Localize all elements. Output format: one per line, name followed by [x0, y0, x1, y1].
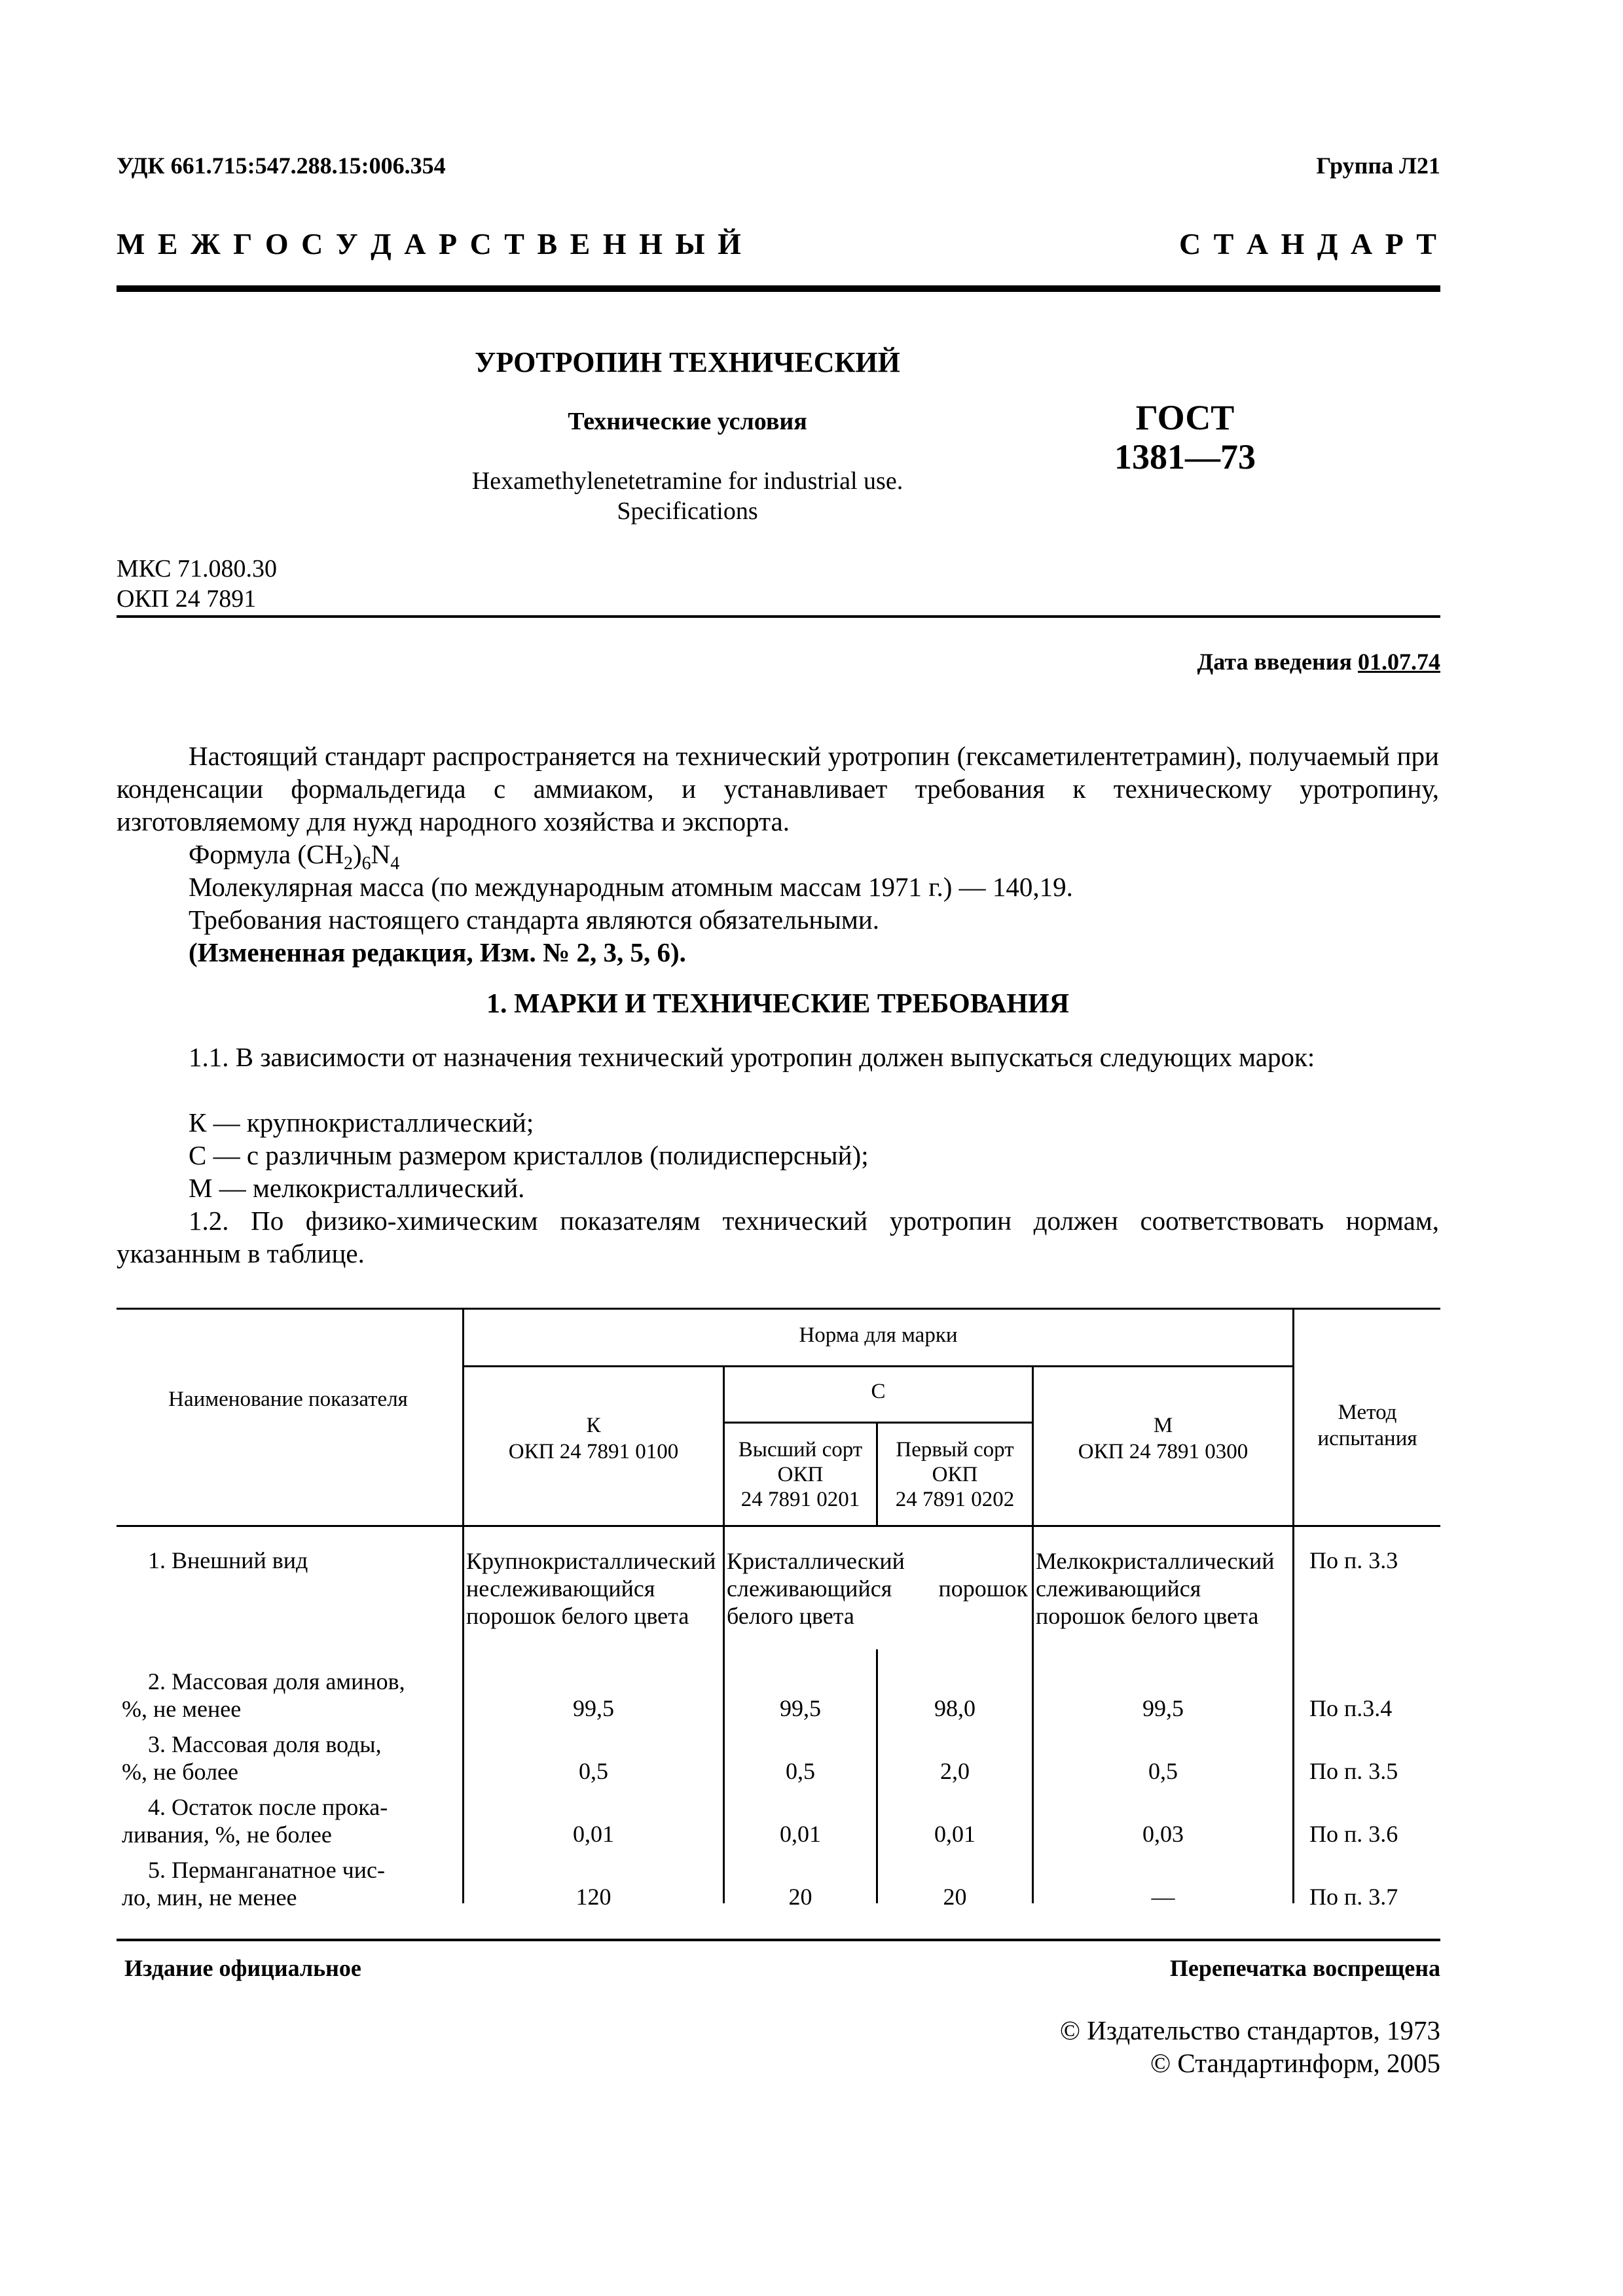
table-header-bottom	[117, 1525, 1440, 1527]
header-norm: Норма для марки	[799, 1323, 958, 1347]
formula-sub-2: 6	[361, 853, 371, 874]
row-1-k: Крупнокристаллический неслеживающийся порошок белого цвета	[466, 1548, 716, 1629]
row-1-name: 1. Внешний вид	[148, 1547, 308, 1573]
header-grade-c1	[725, 1437, 876, 1512]
row-5-c2: 20	[943, 1884, 967, 1910]
row-4-k: 0,01	[573, 1821, 614, 1847]
table-top-border	[117, 1308, 1440, 1310]
english-line-1: Hexamethylenetetramine for industrial use.	[471, 467, 903, 495]
row-2-k: 99,5	[573, 1695, 614, 1721]
c2-okp: ОКП	[932, 1463, 978, 1486]
formula-sub-3: 4	[390, 853, 400, 874]
row-1-m: Мелкокристаллический слеживающийся порошок белого цвета	[1036, 1548, 1275, 1629]
introduction-date	[1197, 648, 1441, 675]
row-4-method: По п. 3.6	[1309, 1821, 1398, 1847]
row-5-k: 120	[575, 1884, 611, 1910]
reprint-notice: Перепечатка воспрещена	[1169, 1955, 1440, 1981]
document-title: УРОТРОПИН ТЕХНИЧЕСКИЙ	[475, 346, 900, 378]
header-grade-k	[464, 1412, 723, 1465]
row-5-name-line2: ло, мин, не менее	[122, 1884, 297, 1910]
row-2-c2: 98,0	[934, 1695, 976, 1721]
row-3-name	[122, 1731, 457, 1785]
gost-designation	[1034, 398, 1336, 476]
col-divider-name	[462, 1308, 464, 1903]
formula-paren: )	[352, 839, 362, 869]
okp-code: ОКП 24 7891	[117, 585, 257, 613]
english-line-2: Specifications	[617, 497, 758, 525]
header-indicator-name: Наименование показателя	[168, 1388, 408, 1411]
subtitle-text: Технические условия	[568, 408, 807, 435]
standard-banner	[117, 226, 1439, 261]
c1-okp: ОКП	[777, 1463, 824, 1486]
header-grade-c2	[878, 1437, 1032, 1512]
row-2-name	[122, 1668, 457, 1723]
formula-n: N	[371, 839, 391, 869]
row-3-c1: 0,5	[786, 1758, 815, 1784]
copyright-1973: © Издательство стандартов, 1973	[1059, 2015, 1440, 2045]
grade-k-letter: К	[586, 1414, 601, 1437]
row-3-name-line1: 3. Массовая доля воды,	[148, 1731, 382, 1757]
grade-m: М — мелкокристаллический.	[189, 1173, 525, 1203]
clause-1-1: 1.1. В зависимости от назначения технический уротропин должен выпускаться следующих марок:	[189, 1042, 1315, 1072]
c1-grade: Высший сорт	[738, 1438, 863, 1462]
grade-m-letter: М	[1153, 1414, 1173, 1437]
row-4-name-line1: 4. Остаток после прока-	[148, 1794, 388, 1820]
mks-code: МКС 71.080.30	[117, 555, 278, 583]
row-4-c2: 0,01	[934, 1821, 976, 1847]
title-rule	[117, 615, 1440, 618]
udk-code: УДК 661.715:547.288.15:006.354	[117, 152, 446, 179]
row-2-name-line2: %, не менее	[122, 1696, 242, 1722]
row-5-c1: 20	[788, 1884, 812, 1910]
row-5-method: По п. 3.7	[1309, 1884, 1398, 1910]
c2-code: 24 7891 0202	[895, 1488, 1015, 1511]
footer-rule	[117, 1939, 1440, 1941]
row-1-method: По п. 3.3	[1309, 1547, 1398, 1573]
row-4-m: 0,03	[1142, 1821, 1184, 1847]
section-1-heading: 1. МАРКИ И ТЕХНИЧЕСКИЕ ТРЕБОВАНИЯ	[486, 989, 1070, 1019]
row-4-name-line2: ливания, %, не более	[122, 1821, 332, 1848]
amendment-note: (Измененная редакция, Изм. № 2, 3, 5, 6).	[189, 937, 686, 967]
gost-number: 1381—73	[1114, 437, 1256, 476]
mandatory-note: Требования настоящего стандарта являются обязательными.	[189, 905, 880, 935]
row-3-name-line2: %, не более	[122, 1759, 238, 1785]
grade-k-okp: ОКП 24 7891 0100	[508, 1440, 679, 1463]
norm-header-divider	[462, 1365, 1292, 1367]
date-value: 01.07.74	[1358, 649, 1440, 675]
row-2-m: 99,5	[1142, 1695, 1184, 1721]
intro-paragraph: Настоящий стандарт распространяется на технический уротропин (гексаметилентетрамин), получаемый при конденсации формальдегида с аммиаком, и устанавливает требования к техническому уротропину, изготовляемому для нужд народного хозяйства и экспорта.	[117, 741, 1439, 836]
header-grade-c: С	[871, 1380, 886, 1403]
header-method: Метод испытания	[1317, 1401, 1417, 1450]
row-3-c2: 2,0	[940, 1758, 970, 1784]
classification-codes	[117, 554, 277, 614]
row-2-name-line1: 2. Массовая доля аминов,	[148, 1668, 405, 1695]
row-4-name	[122, 1793, 457, 1848]
row-3-method: По п. 3.5	[1309, 1758, 1398, 1784]
col-divider-m	[1292, 1308, 1294, 1903]
row-5-name	[122, 1856, 457, 1911]
banner-left: М Е Ж Г О С У Д А Р С Т В Е Н Н Ы Й	[117, 227, 744, 260]
grade-c: С — с различным размером кристаллов (полидисперсный);	[189, 1140, 869, 1170]
clause-1-2: 1.2. По физико-химическим показателям технический уротропин должен соответствовать нормам, указанным в таблице.	[117, 1206, 1439, 1268]
row-3-m: 0,5	[1148, 1758, 1178, 1784]
title-block	[196, 346, 1178, 379]
row-1-c: Кристаллический слеживающийся порошок белого цвета	[727, 1548, 1028, 1629]
english-title	[196, 466, 1178, 526]
row-4-c1: 0,01	[780, 1821, 821, 1847]
formula-text: Формула (CH	[189, 839, 344, 869]
official-edition: Издание официальное	[124, 1955, 361, 1981]
gost-label: ГОСТ	[1135, 398, 1235, 437]
row-3-k: 0,5	[579, 1758, 608, 1784]
row-2-method: По п.3.4	[1309, 1695, 1393, 1721]
grade-k: К — крупнокристаллический;	[189, 1107, 534, 1138]
header-grade-m	[1034, 1412, 1292, 1465]
group-code: Группа Л21	[1316, 152, 1440, 179]
molecular-mass: Молекулярная масса (по международным атомным массам 1971 г.) — 140,19.	[189, 872, 1073, 902]
row-2-c1: 99,5	[780, 1695, 821, 1721]
row-5-m: —	[1151, 1884, 1175, 1910]
c2-grade: Первый сорт	[896, 1438, 1014, 1462]
formula-sub-1: 2	[343, 853, 353, 874]
banner-right: С Т А Н Д А Р Т	[1178, 227, 1439, 260]
row-5-name-line1: 5. Перманганатное чис-	[148, 1857, 386, 1883]
document-subtitle	[196, 407, 1178, 436]
grade-m-okp: ОКП 24 7891 0300	[1078, 1440, 1249, 1463]
copyright-2005: © Стандартинформ, 2005	[1150, 2048, 1440, 2078]
header-rule	[117, 285, 1440, 292]
c1-code: 24 7891 0201	[740, 1488, 860, 1511]
date-label: Дата введения	[1197, 649, 1352, 675]
